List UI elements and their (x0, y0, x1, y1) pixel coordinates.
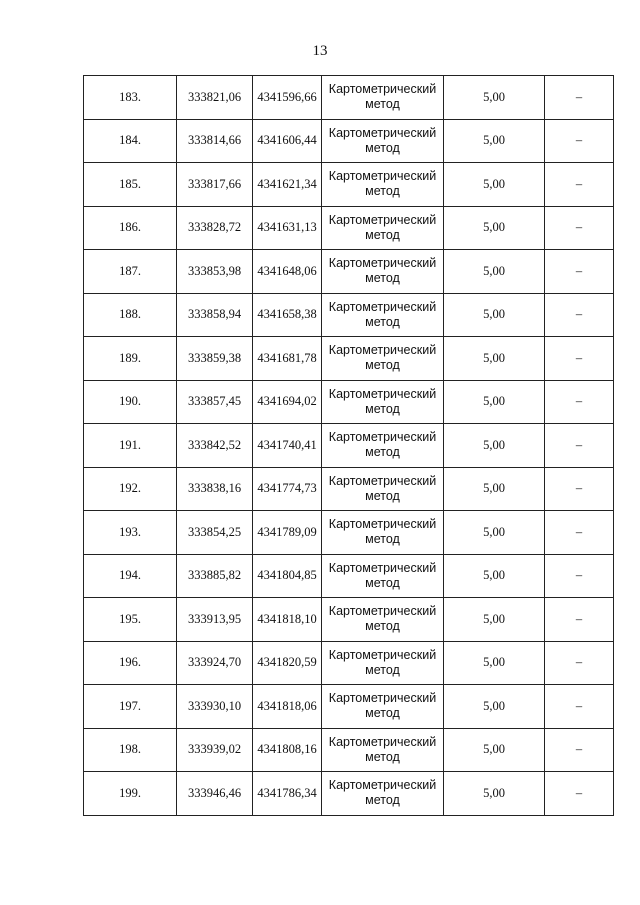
method-text: Картометрический метод (328, 386, 437, 416)
error-cell: 5,00 (444, 728, 545, 772)
method-text: Картометрический метод (328, 430, 437, 460)
note-cell: – (545, 598, 614, 642)
method-cell (322, 76, 444, 120)
y-coordinate-cell: 4341818,10 (253, 598, 322, 642)
point-number-cell: 184. (84, 119, 177, 163)
y-coordinate-cell: 4341694,02 (253, 380, 322, 424)
point-number-cell: 191. (84, 424, 177, 468)
y-coordinate-cell: 4341786,34 (253, 772, 322, 816)
note-cell: – (545, 467, 614, 511)
method-cell (322, 554, 444, 598)
y-coordinate-cell: 4341658,38 (253, 293, 322, 337)
page-number: 13 (312, 43, 328, 59)
table-row (84, 163, 614, 207)
table-row (84, 76, 614, 120)
point-number-cell: 193. (84, 511, 177, 555)
table-row (84, 554, 614, 598)
x-coordinate-cell: 333924,70 (177, 641, 253, 685)
note-cell: – (545, 772, 614, 816)
point-number-cell: 197. (84, 685, 177, 729)
table-row (84, 598, 614, 642)
method-text: Картометрический метод (328, 560, 437, 590)
point-number-cell: 199. (84, 772, 177, 816)
error-cell: 5,00 (444, 685, 545, 729)
y-coordinate-cell: 4341789,09 (253, 511, 322, 555)
error-cell: 5,00 (444, 772, 545, 816)
point-number-cell: 194. (84, 554, 177, 598)
error-cell: 5,00 (444, 293, 545, 337)
point-number-cell: 188. (84, 293, 177, 337)
x-coordinate-cell: 333857,45 (177, 380, 253, 424)
point-number-cell: 183. (84, 76, 177, 120)
table-row (84, 206, 614, 250)
x-coordinate-cell: 333817,66 (177, 163, 253, 207)
method-text: Картометрический метод (328, 212, 437, 242)
table-row (84, 728, 614, 772)
x-coordinate-cell: 333859,38 (177, 337, 253, 381)
table-row (84, 424, 614, 468)
method-cell (322, 728, 444, 772)
note-cell: – (545, 293, 614, 337)
coordinates-table (83, 75, 614, 816)
y-coordinate-cell: 4341804,85 (253, 554, 322, 598)
error-cell: 5,00 (444, 598, 545, 642)
error-cell: 5,00 (444, 641, 545, 685)
note-cell: – (545, 337, 614, 381)
y-coordinate-cell: 4341631,13 (253, 206, 322, 250)
method-cell (322, 163, 444, 207)
method-text: Картометрический метод (328, 517, 437, 547)
method-cell (322, 641, 444, 685)
x-coordinate-cell: 333853,98 (177, 250, 253, 294)
method-text: Картометрический метод (328, 256, 437, 286)
note-cell: – (545, 163, 614, 207)
error-cell: 5,00 (444, 337, 545, 381)
table-row (84, 467, 614, 511)
x-coordinate-cell: 333885,82 (177, 554, 253, 598)
method-text: Картометрический метод (328, 473, 437, 503)
table-row (84, 511, 614, 555)
error-cell: 5,00 (444, 163, 545, 207)
x-coordinate-cell: 333854,25 (177, 511, 253, 555)
table-row (84, 641, 614, 685)
x-coordinate-cell: 333858,94 (177, 293, 253, 337)
y-coordinate-cell: 4341808,16 (253, 728, 322, 772)
x-coordinate-cell: 333828,72 (177, 206, 253, 250)
y-coordinate-cell: 4341606,44 (253, 119, 322, 163)
table-row (84, 380, 614, 424)
method-cell (322, 250, 444, 294)
method-cell (322, 424, 444, 468)
method-text: Картометрический метод (328, 691, 437, 721)
table-row (84, 685, 614, 729)
x-coordinate-cell: 333821,06 (177, 76, 253, 120)
method-cell (322, 685, 444, 729)
method-cell (322, 511, 444, 555)
x-coordinate-cell: 333913,95 (177, 598, 253, 642)
table-row (84, 250, 614, 294)
method-text: Картометрический метод (328, 82, 437, 112)
note-cell: – (545, 511, 614, 555)
method-cell (322, 380, 444, 424)
table-row (84, 119, 614, 163)
method-text: Картометрический метод (328, 343, 437, 373)
note-cell: – (545, 76, 614, 120)
error-cell: 5,00 (444, 424, 545, 468)
note-cell: – (545, 119, 614, 163)
x-coordinate-cell: 333930,10 (177, 685, 253, 729)
point-number-cell: 196. (84, 641, 177, 685)
y-coordinate-cell: 4341774,73 (253, 467, 322, 511)
y-coordinate-cell: 4341740,41 (253, 424, 322, 468)
point-number-cell: 198. (84, 728, 177, 772)
x-coordinate-cell: 333842,52 (177, 424, 253, 468)
point-number-cell: 186. (84, 206, 177, 250)
coordinates-table-body (84, 76, 614, 816)
x-coordinate-cell: 333814,66 (177, 119, 253, 163)
method-text: Картометрический метод (328, 604, 437, 634)
method-text: Картометрический метод (328, 125, 437, 155)
error-cell: 5,00 (444, 206, 545, 250)
table-row (84, 337, 614, 381)
x-coordinate-cell: 333939,02 (177, 728, 253, 772)
error-cell: 5,00 (444, 554, 545, 598)
y-coordinate-cell: 4341596,66 (253, 76, 322, 120)
table-row (84, 293, 614, 337)
y-coordinate-cell: 4341820,59 (253, 641, 322, 685)
point-number-cell: 190. (84, 380, 177, 424)
y-coordinate-cell: 4341648,06 (253, 250, 322, 294)
y-coordinate-cell: 4341621,34 (253, 163, 322, 207)
error-cell: 5,00 (444, 250, 545, 294)
method-text: Картометрический метод (328, 778, 437, 808)
method-text: Картометрический метод (328, 734, 437, 764)
method-cell (322, 337, 444, 381)
x-coordinate-cell: 333946,46 (177, 772, 253, 816)
method-cell (322, 598, 444, 642)
method-text: Картометрический метод (328, 169, 437, 199)
point-number-cell: 189. (84, 337, 177, 381)
note-cell: – (545, 250, 614, 294)
method-text: Картометрический метод (328, 299, 437, 329)
point-number-cell: 185. (84, 163, 177, 207)
method-cell (322, 293, 444, 337)
y-coordinate-cell: 4341681,78 (253, 337, 322, 381)
method-cell (322, 119, 444, 163)
point-number-cell: 187. (84, 250, 177, 294)
method-cell (322, 772, 444, 816)
note-cell: – (545, 206, 614, 250)
method-cell (322, 206, 444, 250)
note-cell: – (545, 554, 614, 598)
error-cell: 5,00 (444, 467, 545, 511)
note-cell: – (545, 641, 614, 685)
y-coordinate-cell: 4341818,06 (253, 685, 322, 729)
error-cell: 5,00 (444, 76, 545, 120)
note-cell: – (545, 685, 614, 729)
note-cell: – (545, 380, 614, 424)
x-coordinate-cell: 333838,16 (177, 467, 253, 511)
note-cell: – (545, 424, 614, 468)
table-row (84, 772, 614, 816)
point-number-cell: 192. (84, 467, 177, 511)
point-number-cell: 195. (84, 598, 177, 642)
error-cell: 5,00 (444, 380, 545, 424)
method-cell (322, 467, 444, 511)
error-cell: 5,00 (444, 119, 545, 163)
note-cell: – (545, 728, 614, 772)
error-cell: 5,00 (444, 511, 545, 555)
method-text: Картометрический метод (328, 647, 437, 677)
